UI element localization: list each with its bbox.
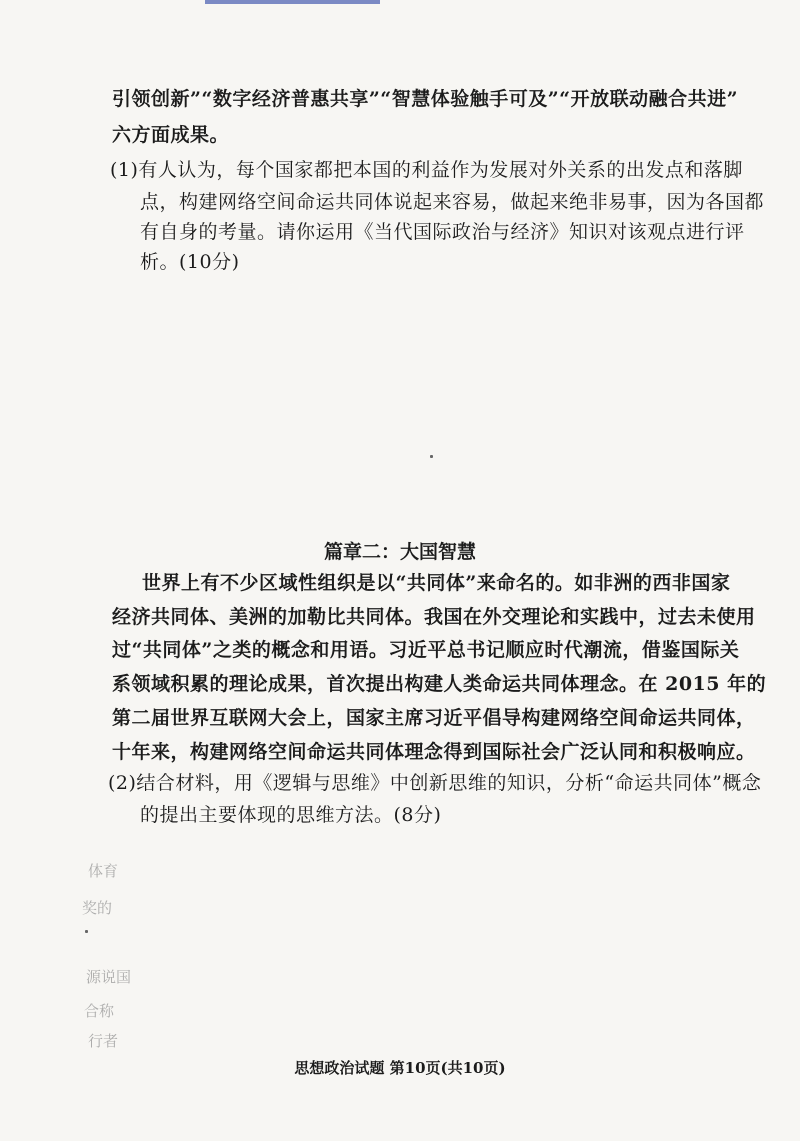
section2-paragraph-line-4: 系领域积累的理论成果，首次提出构建人类命运共同体理念。在 2015 年的 bbox=[112, 673, 767, 695]
question1-line-3: 有自身的考量。请你运用《当代国际政治与经济》知识对该观点进行评 bbox=[140, 221, 745, 243]
question2-line-2: 的提出主要体现的思维方法。(8分) bbox=[140, 804, 442, 826]
bleed-through-text: 体育 bbox=[88, 862, 119, 880]
question1-line-1: (1)有人认为，每个国家都把本国的利益作为发展对外关系的出发点和落脚 bbox=[110, 159, 743, 181]
question2-line-1: (2)结合材料，用《逻辑与思维》中创新思维的知识，分析“命运共同体”概念 bbox=[108, 772, 762, 794]
section1-line-1: 引领创新”“数字经济普惠共享”“智慧体验触手可及”“开放联动融合共进” bbox=[112, 88, 739, 110]
scan-speck bbox=[85, 930, 88, 933]
section2-paragraph-line-5: 第二届世界互联网大会上，国家主席习近平倡导构建网络空间命运共同体， bbox=[112, 707, 756, 729]
question1-line-2: 点，构建网络空间命运共同体说起来容易，做起来绝非易事，因为各国都 bbox=[140, 191, 765, 213]
section1-line-2: 六方面成果。 bbox=[112, 124, 230, 146]
bleed-through-text: 奖的 bbox=[82, 899, 113, 917]
section2-paragraph-line-3: 过“共同体”之类的概念和用语。习近平总书记顺应时代潮流，借鉴国际关 bbox=[112, 639, 740, 661]
bleed-through-text: 行者 bbox=[88, 1032, 119, 1050]
bleed-through-text: 合称 bbox=[84, 1002, 115, 1020]
section2-paragraph-line-6: 十年来，构建网络空间命运共同体理念得到国际社会广泛认同和积极响应。 bbox=[112, 741, 756, 763]
section2-paragraph-line-2: 经济共同体、美洲的加勒比共同体。我国在外交理论和实践中，过去未使用 bbox=[112, 606, 756, 628]
scan-top-mark bbox=[205, 0, 380, 4]
section2-paragraph-line-1: 世界上有不少区域性组织是以“共同体”来命名的。如非洲的西非国家 bbox=[142, 572, 731, 594]
question1-line-4: 析。(10分) bbox=[140, 251, 240, 273]
page-footer: 思想政治试题 第10页(共10页) bbox=[294, 1059, 506, 1077]
scan-speck bbox=[430, 455, 433, 458]
section2-title: 篇章二：大国智慧 bbox=[323, 541, 476, 563]
bleed-through-text: 源说国 bbox=[86, 968, 132, 986]
